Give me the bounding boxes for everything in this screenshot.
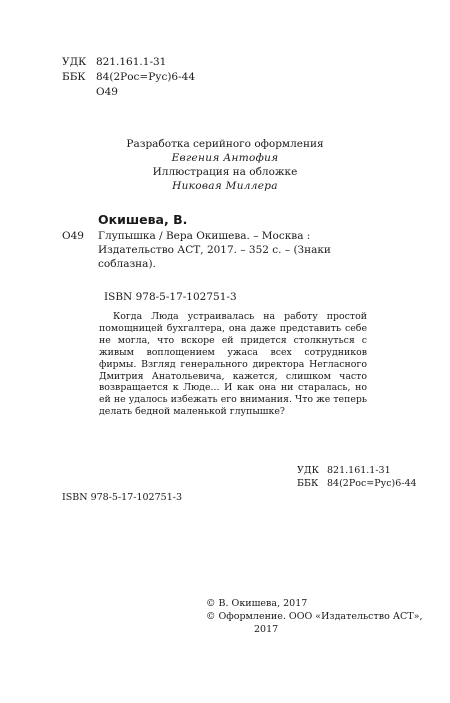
classification-block	[62, 55, 195, 100]
credits-block	[0, 137, 450, 193]
design-name: Евгения Антофия	[171, 152, 279, 164]
design-label: Разработка серийного оформления	[126, 138, 324, 150]
udk-label-bottom: УДК	[297, 465, 319, 476]
description-text: Глупышка / Вера Окишева. – Москва : Издательство АСТ, 2017. – 352 с. – (Знаки соблазна).	[98, 230, 331, 270]
bbk-label-bottom: ББК	[297, 478, 319, 489]
cover-name: Никовая Миллера	[172, 180, 278, 192]
udk-value: 821.161.1-31	[96, 56, 167, 68]
bibliographic-description	[62, 229, 362, 271]
copyright-block	[206, 597, 422, 636]
udk-row-bottom	[297, 464, 417, 477]
author-sign: О49	[96, 86, 118, 98]
bbk-row	[62, 70, 195, 85]
udk-row	[62, 55, 195, 70]
isbn-main: ISBN 978-5-17-102751-3	[104, 291, 237, 303]
copyright-design: © Оформление. ООО «Издательство АСТ»,	[206, 611, 423, 622]
bibliographic-record	[62, 212, 362, 271]
author-heading: Окишева, В.	[98, 212, 188, 227]
bbk-row-bottom	[297, 477, 417, 490]
classification-bottom	[297, 464, 417, 490]
author-code: О49	[62, 230, 84, 242]
udk-value-bottom: 821.161.1-31	[327, 465, 391, 476]
udk-label: УДК	[62, 56, 87, 68]
bbk-value-bottom: 84(2Рос=Рус)6-44	[327, 478, 417, 489]
annotation-text: Когда Люда устраивалась на работу простой помощницей бухгалтера, она даже представить себе не могла, что вскоре ей придется столкнуться с живым воплощением ужаса всех сотрудников фирмы. Взгляд генерального директора Негласного Дмитрия Анатольевича, кажется, слишком часто возвращается к Люде... И как она ни старалась, но ей не удалось избежать его внимания. Что же теперь делать бедной маленькой глупышке?	[99, 311, 367, 418]
copyright-author: © В. Окишева, 2017	[206, 598, 308, 609]
bbk-value: 84(2Рос=Рус)6-44	[96, 71, 196, 83]
copyright-year: 2017	[254, 624, 279, 635]
isbn-bottom: ISBN 978-5-17-102751-3	[62, 492, 182, 503]
cover-label: Иллюстрация на обложке	[152, 166, 298, 178]
bbk-label: ББК	[62, 71, 86, 83]
